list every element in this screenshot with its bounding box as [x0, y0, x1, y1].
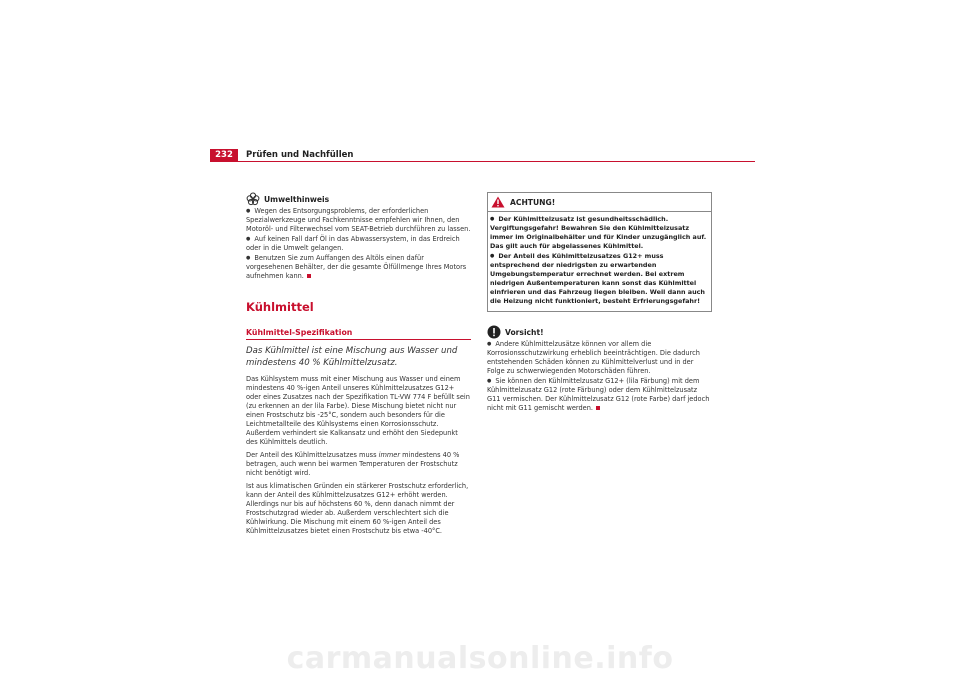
body-emphasis: immer [378, 451, 401, 459]
environment-bullet-text: ● Benutzen Sie zum Auffangen des Altöls einen dafür vorgesehenen Behälter, der die gesamte Ölfüllmenge Ihres Motors aufnehmen kann. [246, 254, 466, 280]
warning-box [487, 192, 712, 312]
caution-title: Vorsicht! [505, 327, 544, 337]
right-column [487, 192, 712, 413]
section-body [246, 375, 471, 536]
environment-note-title: Umwelthinweis [264, 194, 330, 204]
body-paragraph: Ist aus klimatischen Gründen ein stärkerer Frostschutz erforderlich, kann der Anteil des Kühlmittelzusatzes G12+ erhöht werden. Allerdings nur bis auf höchstens 60 %, denn danach nimmt der Frostschutzgrad wieder ab. Außerdem verschlechtert sich die Kühlwirkung. Die Mischung mit einem 60 %-igen Anteil des Kühlmittelzusatzes bietet einen Frostschutz bis etwa -40°C. [246, 482, 469, 535]
watermark: carmanualsonline.info [286, 641, 674, 676]
warning-triangle-icon [491, 196, 505, 208]
warning-bullet: ● Der Anteil des Kühlmittelzusatzes G12+ muss entsprechend der niedrigsten zu erwartenden Umgebungstemperatur errechnet werden. Bei extrem niedrigen Außentemperaturen kann sonst das Kühlmittel einfrieren und das Fahrzeug liegen bleiben. Weil dann auch die Heizung nicht funktioniert, besteht Erfrierungsgefahr! [490, 252, 708, 306]
body-text-part: Der Anteil des Kühlmittelzusatzes muss [246, 451, 379, 459]
environment-bullet-last [246, 254, 471, 281]
page-number: 232 [210, 149, 238, 161]
body-paragraph [246, 451, 471, 478]
warning-title: ACHTUNG! [510, 197, 556, 207]
caution-bullet-text: ● Sie können den Kühlmittelzusatz G12+ (lila Färbung) mit dem Kühlmittelzusatz G12 (rote Färbung) oder dem Kühlmittelzusatz G11 vermischen. Der Kühlmittelzusatz G12 (rote Farbe) darf jedoch nicht mit G11 gemischt werden. [487, 377, 709, 412]
caution-bullet: ● Andere Kühlmittelzusätze können vor allem die Korrosionsschutzwirkung erheblich beeinträchtigen. Die dadurch entstehenden Schäden können zu Kühlmittelverlust und in der Folge zu schwerwiegenden Motorschäden führen. [487, 340, 712, 376]
running-title: Prüfen und Nachfüllen [246, 150, 354, 160]
warning-heading [488, 193, 711, 212]
caution-body [487, 340, 712, 413]
subsection-rule [246, 339, 471, 340]
warning-bullet: ● Der Kühlmittelzusatz ist gesundheitsschädlich. Vergiftungsgefahr! Bewahren Sie den Kühlmittelzusatz immer im Originalbehälter und für Kinder unzugänglich auf. Das gilt auch für abgelassenes Kühlmittel. [490, 215, 708, 251]
left-column [246, 192, 471, 540]
environment-note-body [246, 207, 471, 281]
environment-flower-icon [246, 192, 260, 206]
environment-bullet: ● Auf keinen Fall darf Öl in das Abwassersystem, in das Erdreich oder in die Umwelt gelangen. [246, 235, 471, 253]
environment-bullet: ● Wegen des Entsorgungsproblems, der erforderlichen Spezialwerkzeuge und Fachkenntnisse empfehlen wir Ihnen, den Motoröl- und Filterwechsel vom SEAT-Betrieb durchführen zu lassen. [246, 207, 471, 234]
section-title: Kühlmittel [246, 300, 314, 314]
body-text-part: mindestens 40 % betragen, auch wenn bei warmen Temperaturen der Frostschutz nicht benötigt wird. [246, 451, 460, 477]
lead-text: Das Kühlmittel ist eine Mischung aus Wasser und mindestens 40 % Kühlmittelzusatz. [246, 346, 458, 368]
caution-heading [487, 325, 712, 339]
end-of-section-mark [307, 274, 311, 278]
warning-body [488, 212, 711, 311]
environment-note-heading [246, 192, 471, 206]
body-paragraph: Das Kühlsystem muss mit einer Mischung aus Wasser und einem mindestens 40 %-igen Anteil unseres Kühlmittelzusatzes G12+ oder eines Zusatzes nach der Spezifikation TL-VW 774 F befüllt sein (zu erkennen an der lila Farbe). Diese Mischung bietet nicht nur einen Frostschutz bis -25°C, sondern auch besonders für die Leichtmetallteile des Kühlsystems einen Korrosionsschutz. Außerdem verhindert sie Kalkansatz und erhöht den Siedepunkt des Kühlmittels deutlich. [246, 375, 470, 446]
caution-bullet-last [487, 377, 712, 413]
header-rule [210, 161, 755, 162]
subsection-title: Kühlmittel-Spezifikation [246, 328, 353, 337]
end-of-section-mark [596, 406, 600, 410]
caution-exclamation-icon [487, 325, 501, 339]
